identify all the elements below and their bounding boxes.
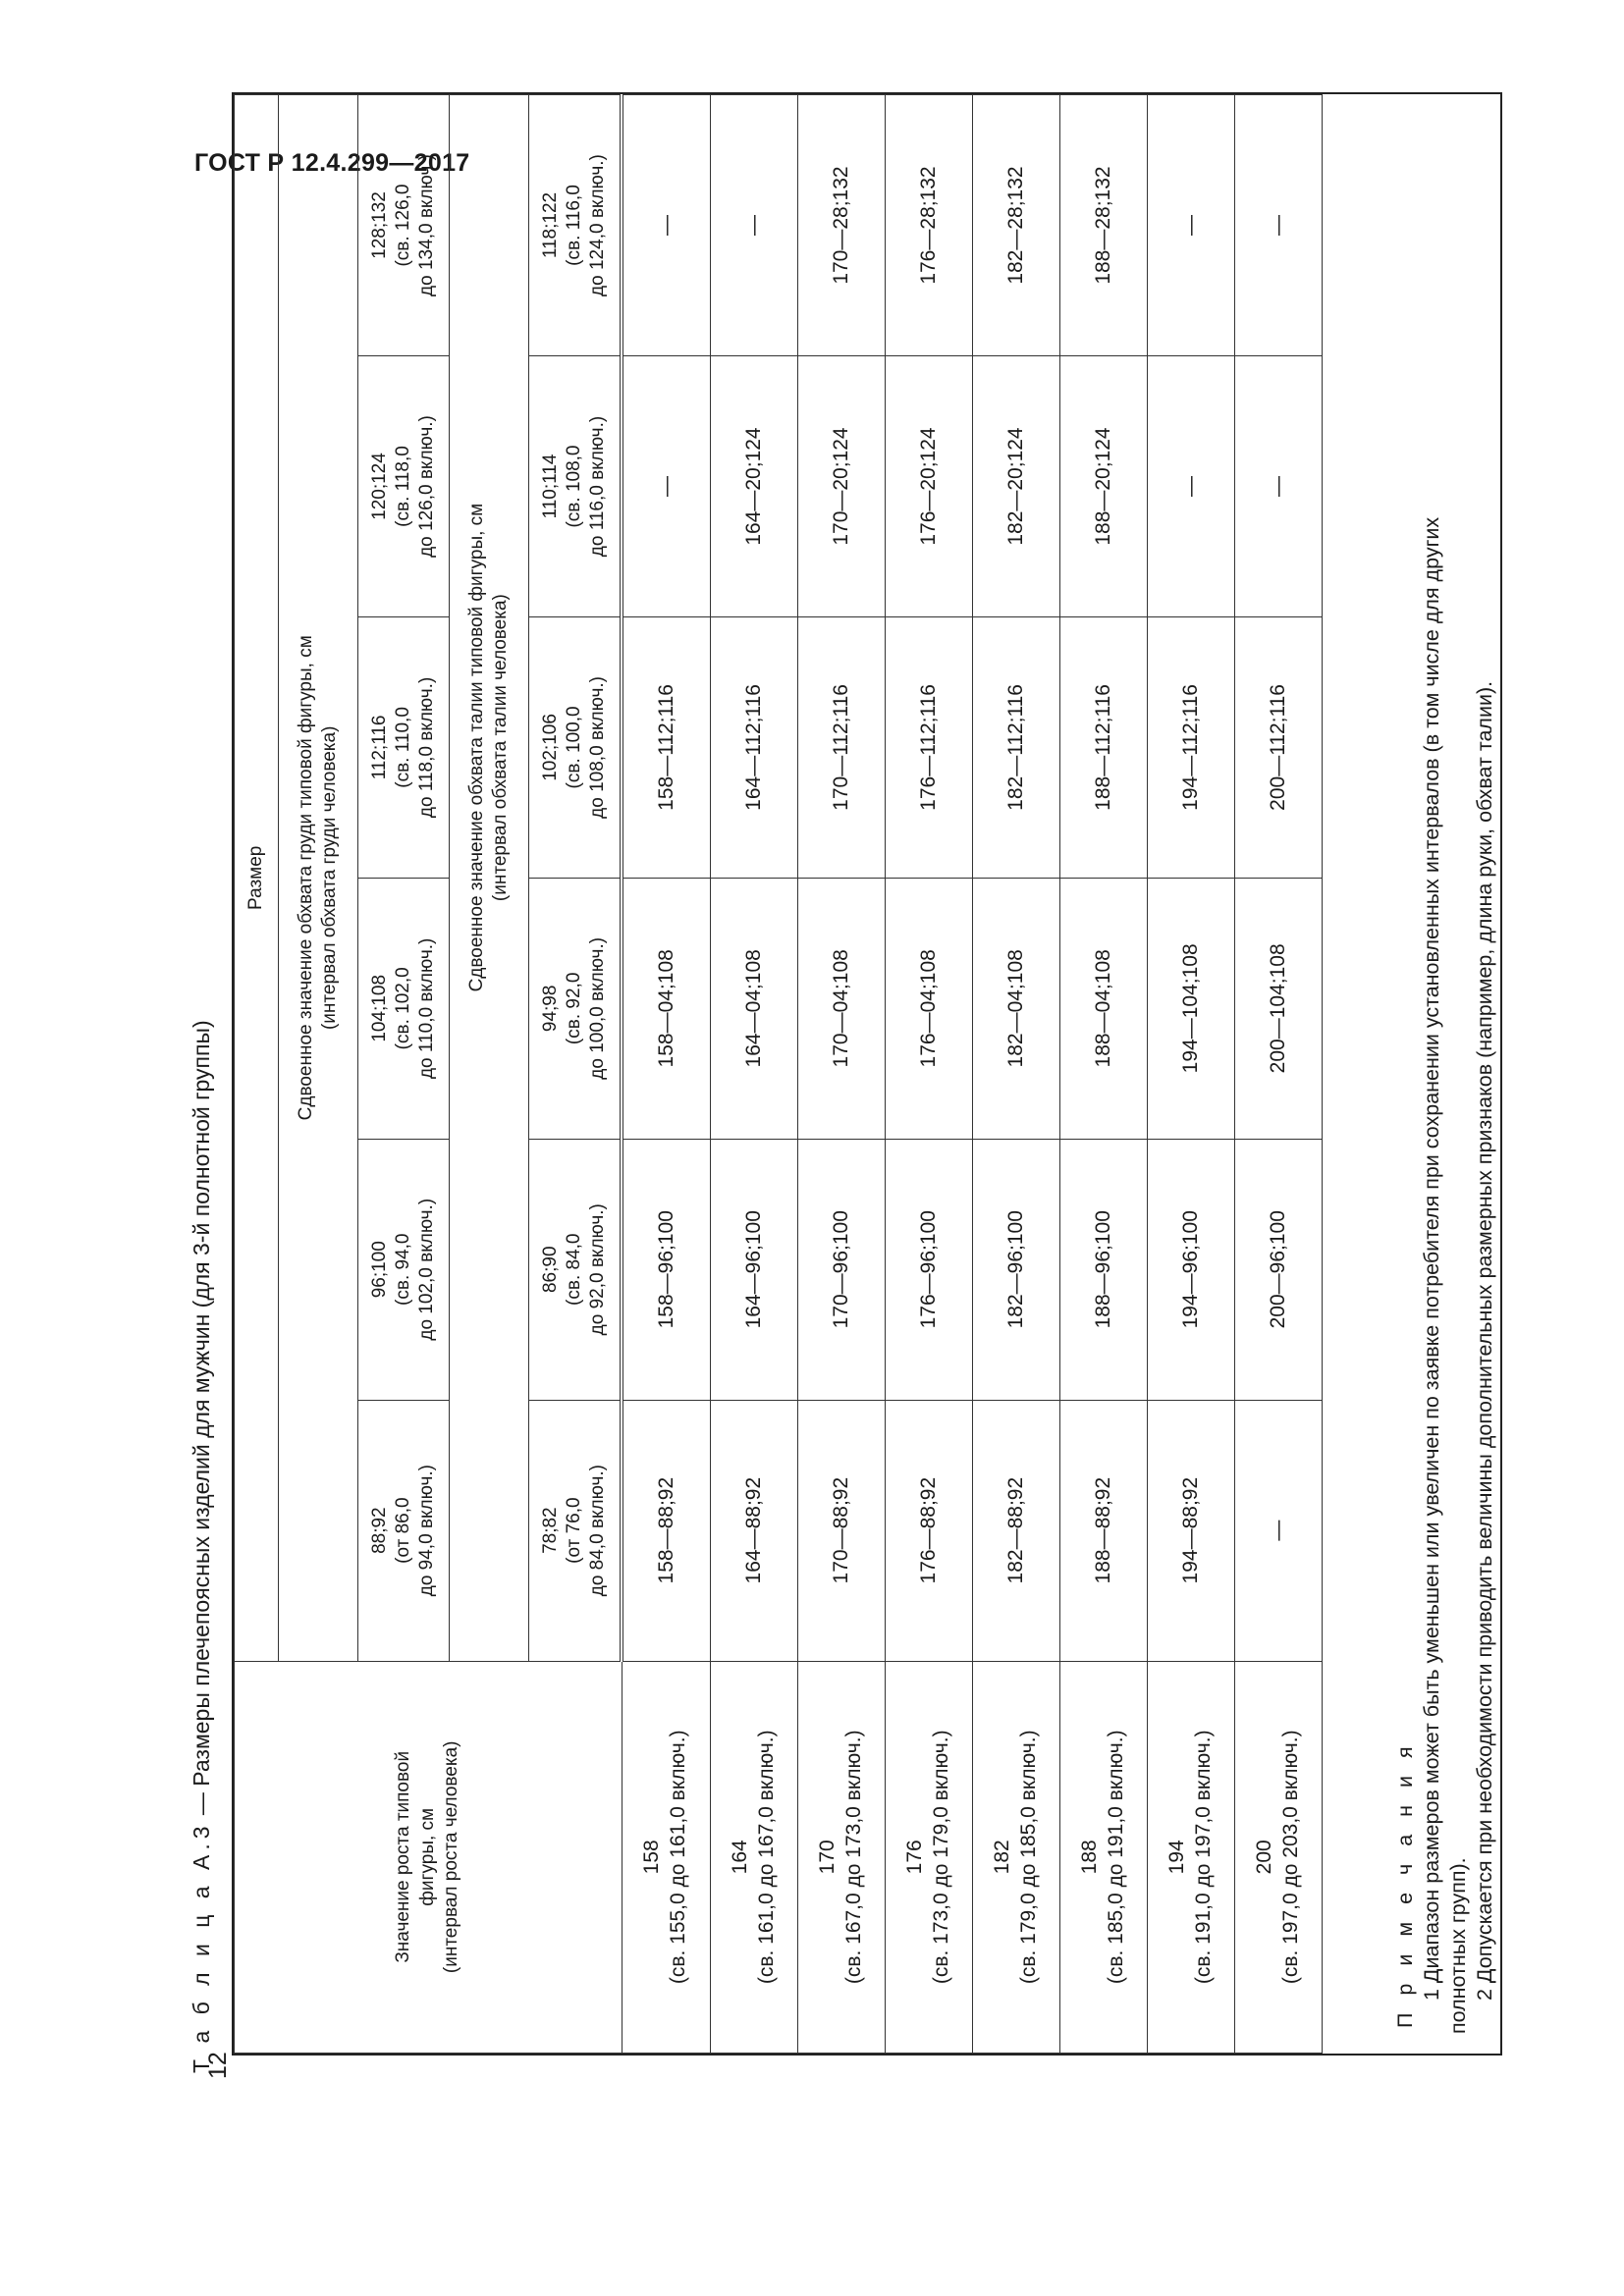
size-cell: 164—96;100	[711, 1139, 798, 1400]
size-cell: 200—112;116	[1235, 616, 1323, 878]
note-2: 2 Допускается при необходимости приводить величины дополнительных размерных признаков (например, длина руки, обхват талии).	[1472, 680, 1496, 2001]
chest-col-header	[358, 878, 450, 1139]
chest-col-header	[358, 1139, 450, 1400]
size-cell: 164—20;124	[711, 356, 798, 617]
height-header-line-3: (интервал роста человека)	[440, 1740, 461, 1974]
size-cell: 158—96;100	[622, 1139, 711, 1400]
waist-header	[450, 95, 529, 1401]
table-row	[622, 95, 711, 2054]
height-range: (св. 197,0 до 203,0 включ.)	[1279, 1730, 1302, 1985]
size-cell: 170—20;124	[798, 356, 886, 617]
waist-col-line: (св. 84,0	[563, 1233, 584, 1306]
rotated-table-page	[189, 12, 1534, 2073]
chest-header-line-2: (интервал обхвата груди человека)	[319, 725, 340, 1031]
waist-col-line: до 116,0 включ.)	[587, 415, 609, 558]
chest-col-header	[358, 356, 450, 617]
chest-col-header	[358, 616, 450, 878]
notes-title: П р и м е ч а н и я	[1393, 1740, 1417, 2028]
size-cell: 164—112;116	[711, 616, 798, 878]
waist-col-line: (св. 100,0	[563, 706, 584, 789]
size-cell: —	[1148, 356, 1235, 617]
waist-header-spacer	[450, 1400, 529, 1661]
table-row	[798, 95, 886, 2054]
size-cell: 176—04;108	[886, 878, 973, 1139]
waist-col-line: 86;90	[539, 1246, 561, 1294]
waist-col-line: до 84,0 включ.)	[587, 1465, 609, 1597]
size-header: Размер	[235, 95, 279, 1662]
size-cell: 200—96;100	[1235, 1139, 1323, 1400]
height-value: 164	[729, 1840, 752, 1875]
chest-col-line: 96;100	[368, 1241, 390, 1299]
height-range: (св. 173,0 до 179,0 включ.)	[930, 1730, 952, 1985]
table-row	[973, 95, 1060, 2054]
size-cell: 188—28;132	[1060, 95, 1148, 356]
size-cell: 188—04;108	[1060, 878, 1148, 1139]
note-1-continuation: полнотных групп).	[1445, 1857, 1470, 2034]
chest-col-line: до 94,0 включ.)	[416, 1465, 438, 1597]
waist-col-line: (св. 92,0	[563, 972, 584, 1045]
size-cell: 164—04;108	[711, 878, 798, 1139]
size-cell: 158—112;116	[622, 616, 711, 878]
chest-col-line: до 118,0 включ.)	[416, 676, 438, 819]
chest-col-line: (св. 110,0	[392, 707, 413, 788]
height-range: (св. 161,0 до 167,0 включ.)	[755, 1730, 778, 1985]
height-range: (св. 191,0 до 197,0 включ.)	[1192, 1730, 1215, 1985]
waist-col-header	[529, 878, 623, 1139]
height-range: (св. 155,0 до 161,0 включ.)	[667, 1730, 690, 1985]
size-cell: 182—96;100	[973, 1139, 1060, 1400]
waist-col-line: 94;98	[539, 985, 561, 1033]
height-value: 158	[640, 1840, 664, 1875]
size-cell: 170—96;100	[798, 1139, 886, 1400]
height-header-cell	[235, 1661, 623, 2053]
size-cell: 182—88;92	[973, 1400, 1060, 1661]
height-cell	[886, 1661, 973, 2053]
height-cell	[973, 1661, 1060, 2053]
document-code: ГОСТ Р 12.4.299—2017	[194, 149, 470, 177]
size-cell: 194—96;100	[1148, 1139, 1235, 1400]
size-cell: 170—88;92	[798, 1400, 886, 1661]
waist-col-header	[529, 356, 623, 617]
size-cell: 182—20;124	[973, 356, 1060, 617]
chest-col-line: до 134,0 включ.)	[416, 154, 438, 296]
height-cell	[1060, 1661, 1148, 2053]
chest-col-line: 104;108	[368, 974, 390, 1042]
table-frame	[232, 92, 1502, 2056]
size-cell: 176—28;132	[886, 95, 973, 356]
page-number: 12	[204, 2052, 232, 2079]
chest-col-line: (св. 118,0	[392, 446, 413, 527]
size-cell: 200—104;108	[1235, 878, 1323, 1139]
chest-col-line: 128;132	[368, 191, 390, 259]
chest-header-line-1: Сдвоенное значение обхвата груди типовой фигуры, см	[295, 635, 316, 1121]
chest-col-header	[358, 1400, 450, 1661]
size-cell: 194—88;92	[1148, 1400, 1235, 1661]
chest-col-line: (от 86,0	[392, 1497, 413, 1564]
waist-col-line: 102;106	[539, 714, 561, 781]
height-range: (св. 179,0 до 185,0 включ.)	[1017, 1730, 1040, 1985]
caption-text: — Размеры плечепоясных изделий для мужчин (для 3-й полнотной группы)	[189, 1020, 214, 1822]
height-cell	[622, 1661, 711, 2053]
size-table	[234, 94, 1323, 2054]
table-row	[711, 95, 798, 2054]
height-header-line-1: Значение роста типовой	[393, 1750, 414, 1963]
chest-col-line: до 110,0 включ.)	[416, 937, 438, 1080]
size-cell: 176—20;124	[886, 356, 973, 617]
chest-col-line: 120;124	[368, 453, 390, 520]
height-cell	[1148, 1661, 1235, 2053]
height-cell	[1235, 1661, 1323, 2053]
waist-col-line: 110;114	[539, 454, 561, 519]
waist-col-line: до 124,0 включ.)	[587, 154, 609, 296]
size-cell: 188—20;124	[1060, 356, 1148, 617]
waist-col-line: до 108,0 включ.)	[587, 676, 609, 819]
size-cell: 170—112;116	[798, 616, 886, 878]
height-value: 176	[903, 1840, 927, 1875]
size-cell: 188—112;116	[1060, 616, 1148, 878]
size-cell: —	[622, 356, 711, 617]
notes-block	[1392, 100, 1498, 2034]
size-cell: 182—28;132	[973, 95, 1060, 356]
size-cell: —	[1235, 356, 1323, 617]
size-cell: 182—04;108	[973, 878, 1060, 1139]
size-cell: 182—112;116	[973, 616, 1060, 878]
size-cell: —	[1235, 1400, 1323, 1661]
size-cell: —	[1235, 95, 1323, 356]
waist-header-line-2: (интервал обхвата талии человека)	[490, 594, 511, 902]
height-cell	[798, 1661, 886, 2053]
size-cell: 188—88;92	[1060, 1400, 1148, 1661]
waist-header-line-1: Сдвоенное значение обхвата талии типовой фигуры, см	[465, 503, 487, 992]
height-range: (св. 185,0 до 191,0 включ.)	[1105, 1730, 1127, 1985]
chest-col-header	[358, 95, 450, 356]
height-value: 200	[1253, 1840, 1276, 1875]
table-row	[1060, 95, 1148, 2054]
size-cell: 176—88;92	[886, 1400, 973, 1661]
chest-col-line: 112;116	[368, 715, 390, 780]
height-header-line-2: фигуры, см	[416, 1807, 438, 1906]
chest-col-line: (св. 126,0	[392, 184, 413, 267]
size-cell: 194—104;108	[1148, 878, 1235, 1139]
size-cell: 194—112;116	[1148, 616, 1235, 878]
size-cell: 158—88;92	[622, 1400, 711, 1661]
size-cell: —	[1148, 95, 1235, 356]
chest-col-line: до 126,0 включ.)	[416, 415, 438, 558]
chest-col-line: до 102,0 включ.)	[416, 1198, 438, 1341]
size-cell: 188—96;100	[1060, 1139, 1148, 1400]
size-cell: —	[711, 95, 798, 356]
chest-col-line: (св. 94,0	[392, 1233, 413, 1306]
size-cell: —	[622, 95, 711, 356]
table-row	[1148, 95, 1235, 2054]
waist-col-line: (от 76,0	[563, 1497, 584, 1564]
waist-col-line: 78;82	[539, 1507, 561, 1554]
size-cell: 176—96;100	[886, 1139, 973, 1400]
caption-label: Т а б л и ц а А.3	[189, 1821, 214, 2073]
height-value: 170	[816, 1840, 839, 1875]
waist-col-header	[529, 1400, 623, 1661]
size-cell: 164—88;92	[711, 1400, 798, 1661]
height-cell	[711, 1661, 798, 2053]
height-value: 188	[1078, 1840, 1102, 1875]
chest-col-line: (св. 102,0	[392, 967, 413, 1050]
waist-col-header	[529, 1139, 623, 1400]
size-cell: 170—04;108	[798, 878, 886, 1139]
size-cell: 158—04;108	[622, 878, 711, 1139]
note-1: 1 Диапазон размеров может быть уменьшен или увеличен по заявке потребителя при сохранении установленных интервалов (в том числе для других	[1419, 516, 1443, 2001]
waist-col-header	[529, 95, 623, 356]
waist-col-line: (св. 116,0	[563, 185, 584, 266]
height-range: (св. 167,0 до 173,0 включ.)	[842, 1730, 865, 1985]
waist-col-line: до 100,0 включ.)	[587, 936, 609, 1080]
table-caption	[189, 1020, 215, 2073]
height-value: 182	[991, 1840, 1014, 1875]
height-value: 194	[1165, 1840, 1189, 1875]
waist-col-header	[529, 616, 623, 878]
waist-col-line: (св. 108,0	[563, 445, 584, 528]
chest-col-line: 88;92	[368, 1507, 390, 1554]
chest-header	[279, 95, 358, 1662]
table-row	[886, 95, 973, 2054]
waist-col-line: 118;122	[539, 191, 561, 259]
size-cell: 176—112;116	[886, 616, 973, 878]
table-row	[1235, 95, 1323, 2054]
waist-col-line: до 92,0 включ.)	[587, 1203, 609, 1336]
size-cell: 170—28;132	[798, 95, 886, 356]
